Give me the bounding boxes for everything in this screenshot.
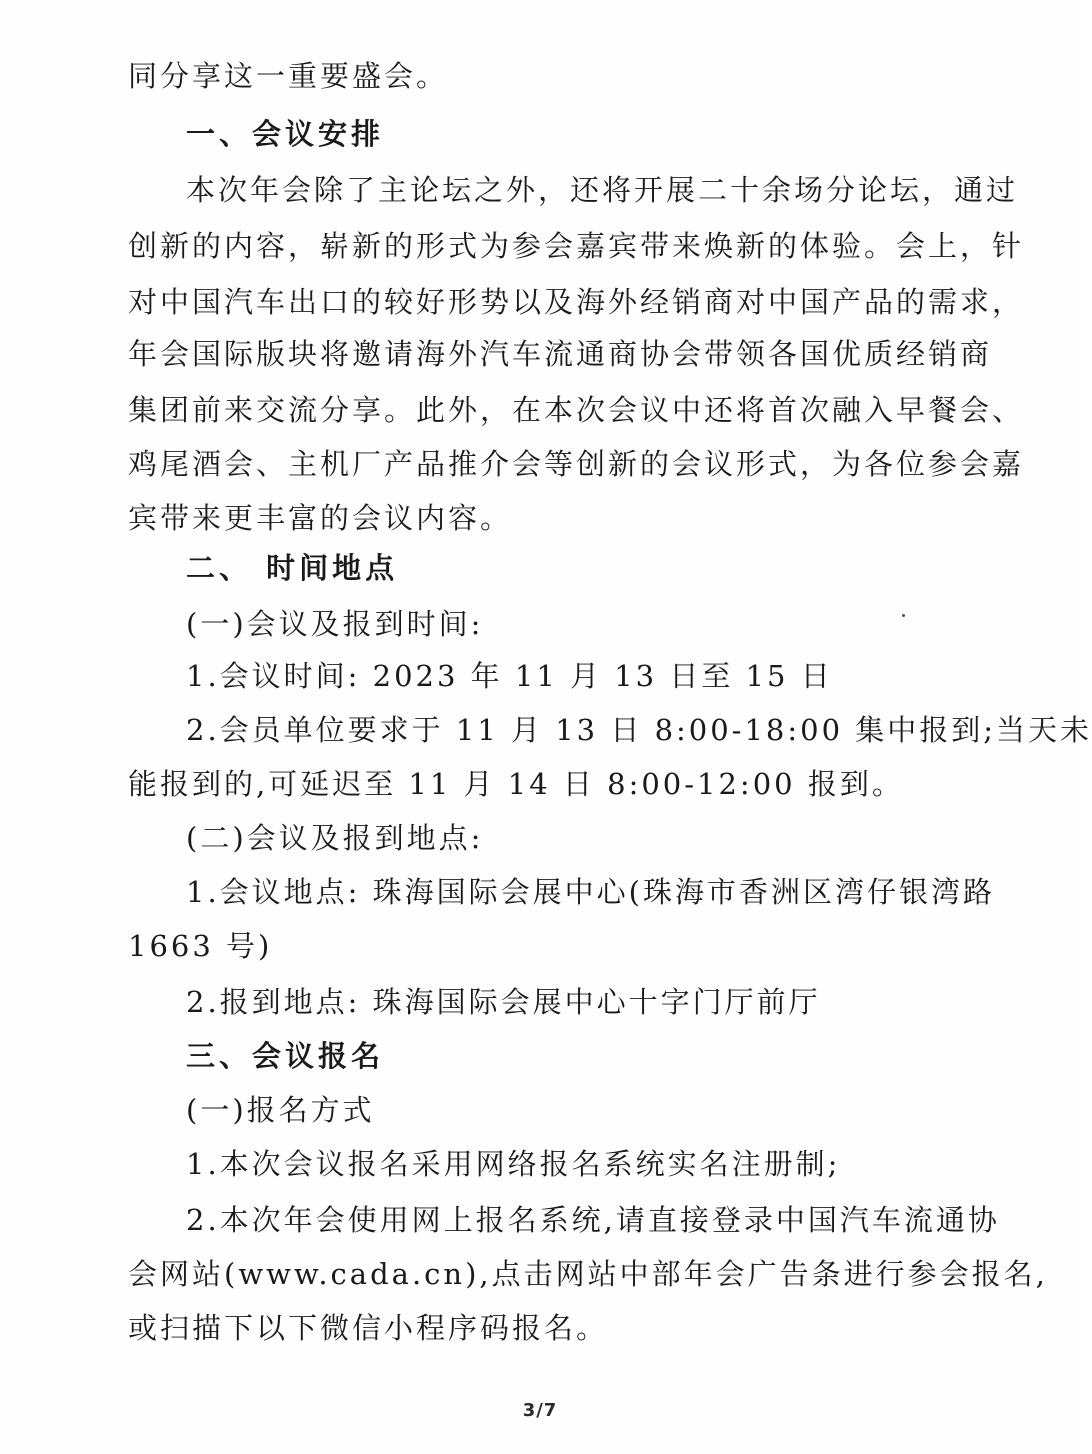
- page-number: 3/7: [522, 1400, 558, 1421]
- paragraph-line: 本次年会除了主论坛之外，还将开展二十余场分论坛，通过: [186, 173, 1019, 207]
- paragraph-line: 鸡尾酒会、主机厂产品推介会等创新的会议形式，为各位参会嘉: [128, 447, 1025, 481]
- paragraph-line: 会网站(www.cada.cn),点击网站中部年会广告条进行参会报名,: [128, 1257, 1048, 1291]
- list-item-registration-location: 2.报到地点: 珠海国际会展中心十字门厅前厅: [186, 985, 821, 1019]
- paragraph-line: 同分享这一重要盛会。: [128, 59, 449, 93]
- scan-speck: [902, 614, 905, 617]
- subheading-registration-method: (一)报名方式: [186, 1093, 375, 1127]
- list-item-registration-time: 2.会员单位要求于 11 月 13 日 8:00-18:00 集中报到;当天未: [186, 713, 1092, 747]
- paragraph-line: 年会国际版块将邀请海外汽车流通商协会带领各国优质经销商: [128, 337, 993, 371]
- paragraph-line: 能报到的,可延迟至 11 月 14 日 8:00-12:00 报到。: [128, 767, 904, 801]
- list-item-meeting-time: 1.会议时间: 2023 年 11 月 13 日至 15 日: [186, 659, 833, 693]
- list-item-registration-system: 1.本次会议报名采用网络报名系统实名注册制;: [186, 1147, 841, 1181]
- paragraph-line: 或扫描下以下微信小程序码报名。: [128, 1311, 609, 1345]
- section-heading-time-location: 二、 时间地点: [186, 551, 399, 585]
- paragraph-line: 创新的内容，崭新的形式为参会嘉宾带来焕新的体验。会上，针: [128, 229, 1025, 263]
- list-item-meeting-location: 1.会议地点: 珠海国际会展中心(珠海市香洲区湾仔银湾路: [186, 875, 995, 909]
- paragraph-line: 集团前来交流分享。此外，在本次会议中还将首次融入早餐会、: [128, 393, 1025, 427]
- subheading-location: (二)会议及报到地点:: [186, 821, 484, 855]
- list-item-online-registration: 2.本次年会使用网上报名系统,请直接登录中国汽车流通协: [186, 1203, 1000, 1237]
- paragraph-line: 1663 号): [128, 929, 273, 963]
- section-heading-registration: 三、会议报名: [186, 1039, 385, 1073]
- subheading-time: (一)会议及报到时间:: [186, 607, 484, 641]
- paragraph-line: 对中国汽车出口的较好形势以及海外经销商对中国产品的需求，: [128, 285, 1025, 319]
- section-heading-meeting-arrangement: 一、会议安排: [186, 117, 385, 151]
- paragraph-line: 宾带来更丰富的会议内容。: [128, 501, 513, 535]
